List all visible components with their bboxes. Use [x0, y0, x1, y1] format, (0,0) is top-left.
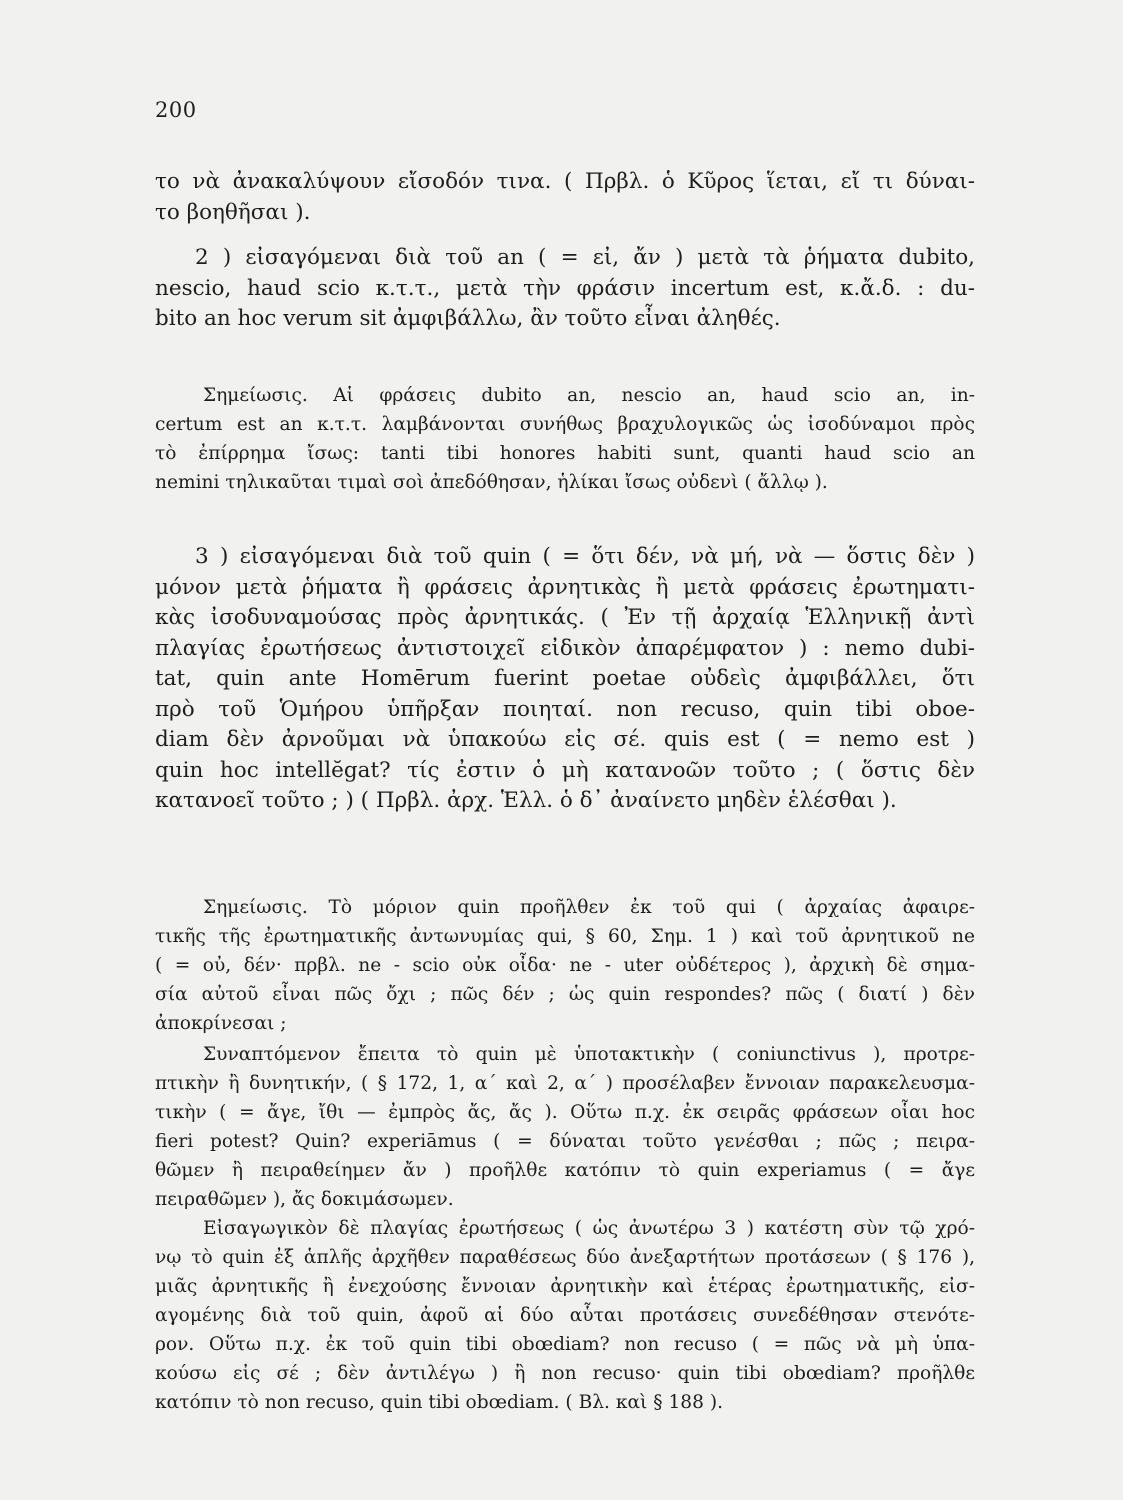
text-line: κούσω εἰς σέ ; δὲν ἀντιλέγω ) ἢ non recuso· quin tibi obœdiam? προῆλθε [155, 1363, 975, 1384]
text-line: κατόπιν τὸ non recuso, quin tibi obœdiam. ( Βλ. καὶ § 188 ). [155, 1392, 724, 1413]
text-line: νῳ τὸ quin ἐξ ἁπλῆς ἀρχῆθεν παραθέσεως δύο ἀνεξαρτήτων προτάσεων ( § 176 ), [155, 1247, 975, 1268]
text-line: κατανοεῖ τοῦτο ; ) ( Πρβλ. ἀρχ. Ἑλλ. ὁ δ᾽ ἀναίνετο μηδὲν ἑλέσθαι ). [155, 788, 897, 813]
text-line: αγομένης διὰ τοῦ quin, ἀφοῦ αἱ δύο αὗται προτάσεις συνεδέθησαν στενότε- [155, 1305, 975, 1326]
text-line: certum est an κ.τ.τ. λαμβάνονται συνήθως βραχυλογικῶς ὡς ἰσοδύναμοι πρὸς [155, 414, 975, 435]
text-line: σία αὐτοῦ εἶναι πῶς ὄχι ; πῶς δέν ; ὡς quin respondes? πῶς ( διατί ) δὲν [155, 984, 975, 1005]
text-line: το νὰ ἀνακαλύψουν εἴσοδόν τινα. ( Πρβλ. ὁ Κῦρος ἵεται, εἴ τι δύναι- [155, 169, 975, 194]
text-line: τικῆς τῆς ἐρωτηματικῆς ἀντωνυμίας qui, § 60, Σημ. 1 ) καὶ τοῦ ἀρνητικοῦ ne [155, 926, 975, 947]
text-line: ( = οὐ, δέν· πρβλ. ne - scio οὐκ οἶδα· ne - uter οὐδέτερος ), ἀρχικὴ δὲ σημα- [155, 955, 975, 976]
text-line: ρον. Οὕτω π.χ. ἐκ τοῦ quin tibi obœdiam? non recuso ( = πῶς νὰ μὴ ὑπα- [155, 1334, 975, 1355]
text-line: diam δὲν ἀρνοῦμαι νὰ ὑπακούω εἰς σέ. quis est ( = nemo est ) [155, 727, 975, 752]
text-line: το βοηθῆσαι ). [155, 199, 311, 225]
text-line: θῶμεν ἢ πειραθείημεν ἄν ) προῆλθε κατόπιν τὸ quin experiamus ( = ἄγε [155, 1160, 975, 1181]
text-line: tat, quin ante Homērum fuerint poetae οὐδεὶς ἀμφιβάλλει, ὅτι [155, 666, 975, 691]
note-quin-indirect-question [155, 1214, 975, 1417]
text-line: Σημείωσις. Αἱ φράσεις dubito an, nescio an, haud scio an, in- [203, 385, 975, 406]
text-line: κὰς ἰσοδυναμούσας πρὸς ἀρνητικάς. ( Ἐν τῇ ἀρχαίᾳ Ἑλληνικῇ ἀντὶ [155, 605, 975, 630]
text-line: nescio, haud scio κ.τ.τ., μετὰ τὴν φράσιν incertum est, κ.ἄ.δ. : du- [155, 275, 975, 301]
note-quin-subjunctive [155, 1040, 975, 1214]
text-line: πλαγίας ἐρωτήσεως ἀντιστοιχεῖ εἰδικὸν ἀπαρέμφατον ) : nemo dubi- [155, 635, 975, 661]
paragraph-2-an [155, 243, 975, 335]
text-line: 2 ) εἰσαγόμεναι διὰ τοῦ an ( = εἰ, ἄν ) μετὰ τὰ ῥήματα dubito, [195, 245, 975, 270]
page-number: 200 [155, 98, 197, 122]
text-line: μιᾶς ἀρνητικῆς ἢ ἐνεχούσης ἔννοιαν ἀρνητικὴν καὶ ἑτέρας ἐρωτηματικῆς, εἰσ- [155, 1276, 975, 1297]
text-line: bito an hoc verum sit ἀμφιβάλλω, ἂν τοῦτο εἶναι ἀληθές. [155, 306, 781, 331]
text-line: τικὴν ( = ἄγε, ἴθι — ἐμπρὸς ἄς, ἄς ). Οὕτω π.χ. ἐκ σειρᾶς φράσεων οἷαι hoc [155, 1102, 975, 1123]
text-line: fieri potest? Quin? experiāmus ( = δύναται τοῦτο γενέσθαι ; πῶς ; πειρα- [155, 1131, 975, 1152]
text-line: πρὸ τοῦ Ὁμήρου ὑπῆρξαν ποιηταί. non recuso, quin tibi oboe- [155, 696, 975, 722]
text-line: πειραθῶμεν ), ἄς δοκιμάσωμεν. [155, 1189, 454, 1210]
text-line: nemini τηλικαῦται τιμαὶ σοὶ ἀπεδόθησαν, ἡλίκαι ἴσως οὐδενὶ ( ἄλλῳ ). [155, 472, 828, 493]
text-line: Σημείωσις. Τὸ μόριον quin προῆλθεν ἐκ τοῦ qui ( ἀρχαίας ἀφαιρε- [203, 897, 975, 918]
text-line: quin hoc intellĕgat? τίς ἐστιν ὁ μὴ κατανοῶν τοῦτο ; ( ὅστις δὲν [155, 757, 975, 783]
text-line: μόνον μετὰ ῥήματα ἢ φράσεις ἀρνητικὰς ἢ μετὰ φράσεις ἐρωτηματι- [155, 574, 975, 600]
text-line: Συναπτόμενον ἔπειτα τὸ quin μὲ ὑποτακτικὴν ( coniunctivus ), προτρε- [203, 1044, 975, 1065]
paragraph-3-quin [155, 542, 975, 817]
text-line: 3 ) εἰσαγόμεναι διὰ τοῦ quin ( = ὅτι δέν, νὰ μή, νὰ — ὅστις δὲν ) [195, 544, 975, 569]
paragraph-continuation [155, 167, 975, 228]
text-line: τὸ ἐπίρρημα ἴσως: tanti tibi honores habiti sunt, quanti haud scio an [155, 443, 975, 464]
text-line: ἀποκρίνεσαι ; [155, 1013, 287, 1034]
note-an [155, 381, 975, 497]
text-line: πτικὴν ἢ δυνητικήν, ( § 172, 1, α΄ καὶ 2, α΄ ) προσέλαβεν ἔννοιαν παρακελευσμα- [155, 1073, 975, 1094]
note-quin-origin [155, 893, 975, 1038]
text-line: Εἰσαγωγικὸν δὲ πλαγίας ἐρωτήσεως ( ὡς ἀνωτέρω 3 ) κατέστη σὺν τῷ χρό- [203, 1218, 975, 1239]
